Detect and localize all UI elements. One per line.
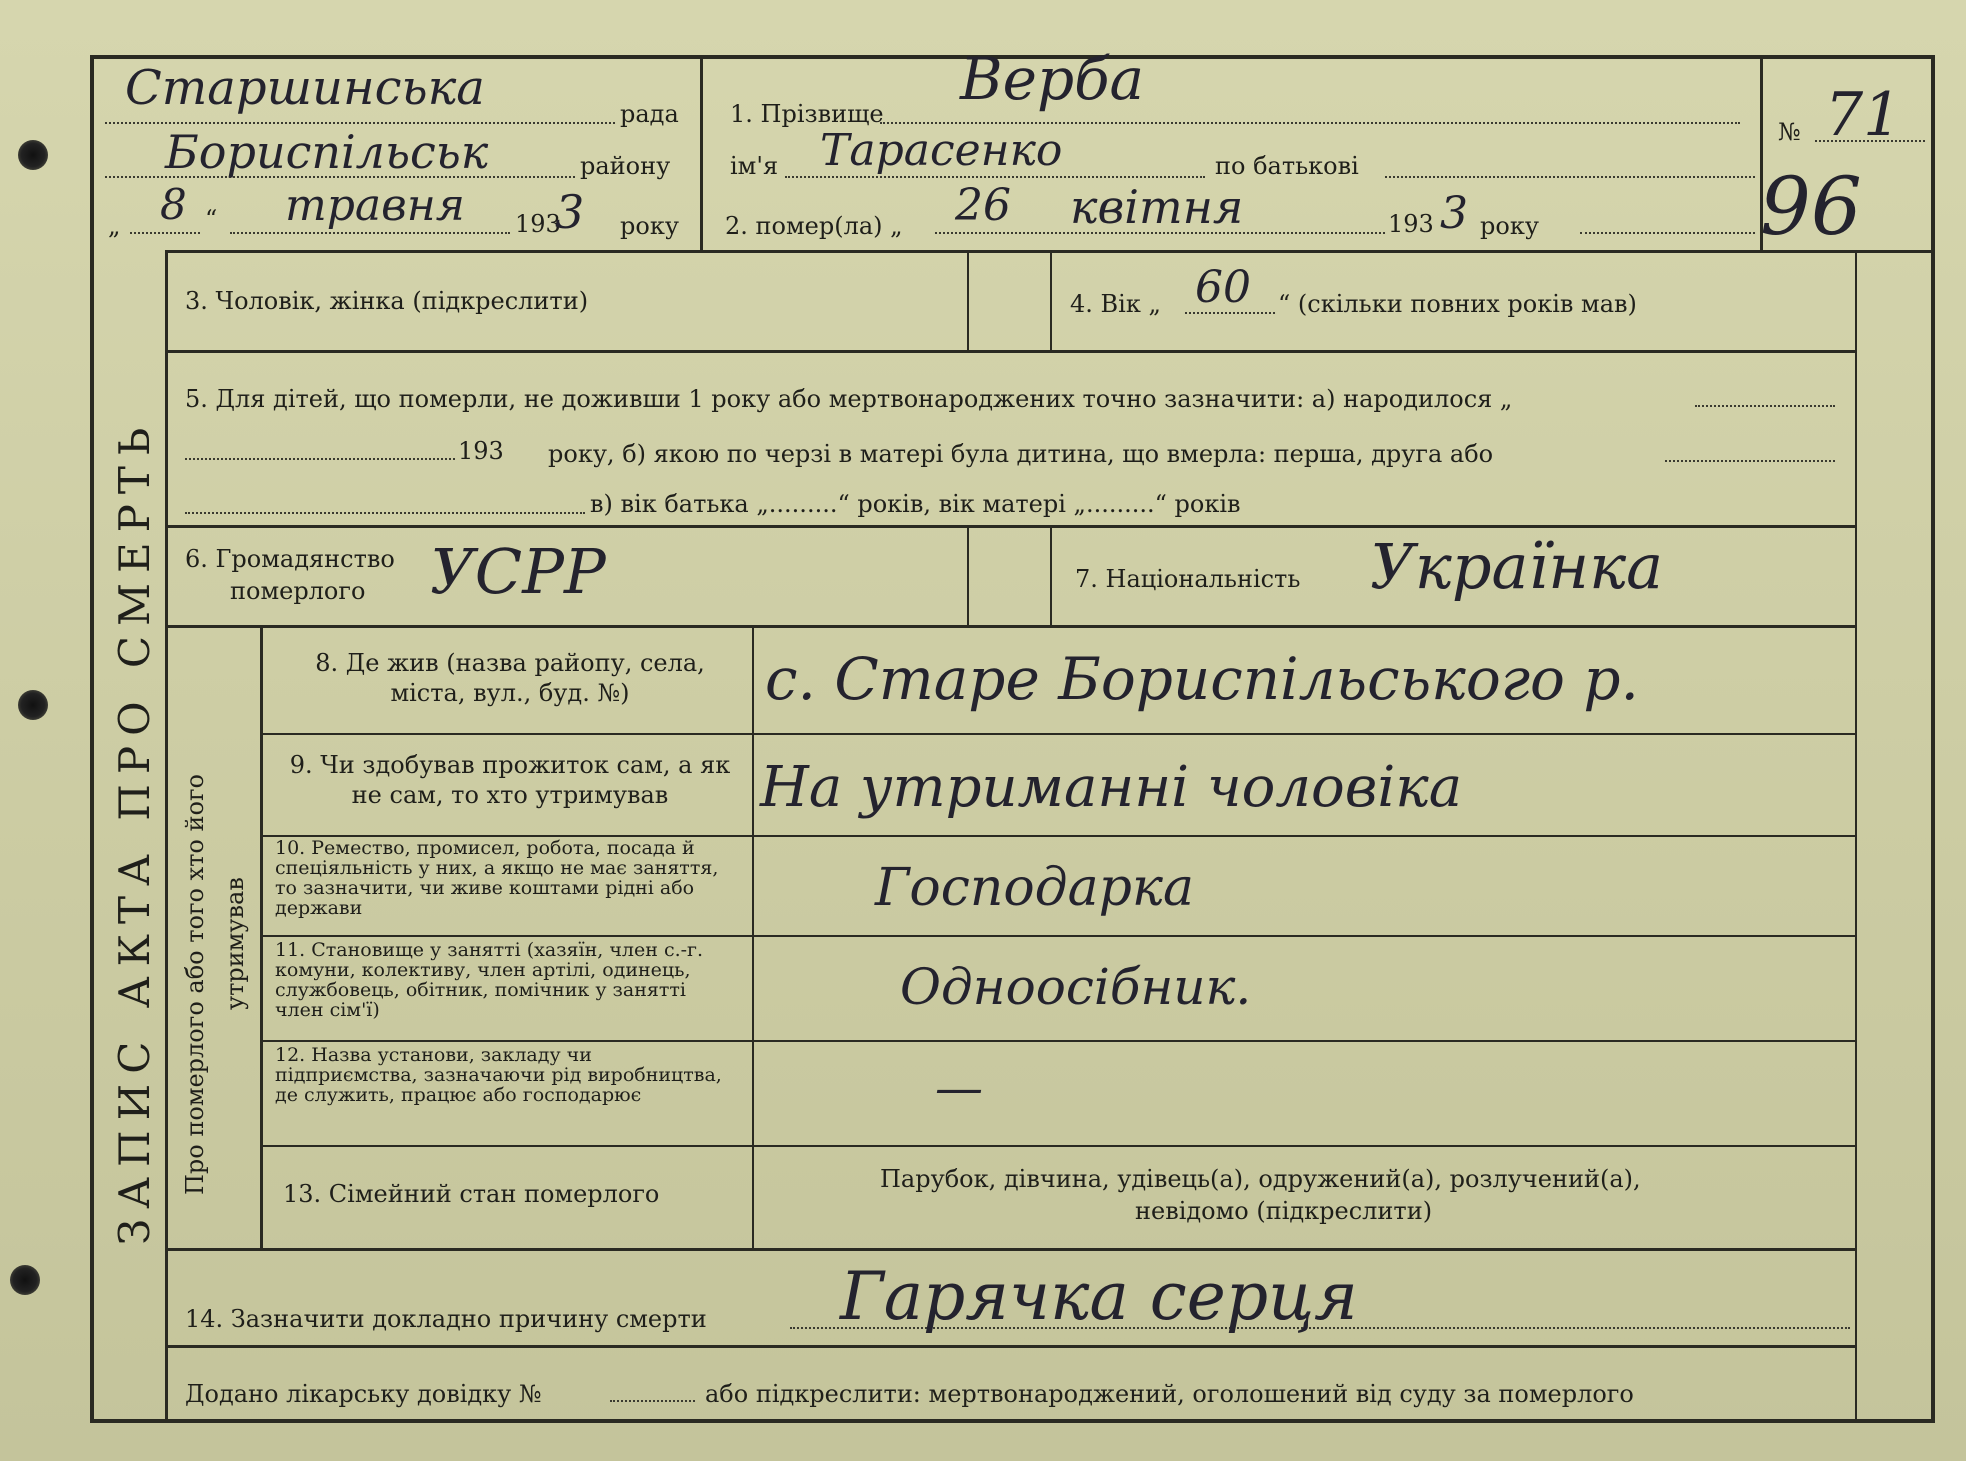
field-5-line-2: року, б) якою по черзі в матері була дитина, що вмерла: перша, друга або: [548, 440, 1494, 468]
field-13-options-2: невідомо (підкреслити): [1135, 1197, 1433, 1225]
rule-row3-split: [1050, 250, 1052, 350]
name-label: ім'я: [730, 152, 779, 180]
handwritten-cause: Гарячка серця: [840, 1258, 1358, 1335]
field-3-label: 3. Чоловік, жінка (підкреслити): [185, 287, 589, 315]
handwritten-support: На утриманні чоловіка: [760, 755, 1463, 820]
raion-label: району: [580, 152, 671, 180]
death-year-prefix: 193: [1388, 210, 1434, 238]
handwritten-record-number: 71: [1825, 80, 1902, 150]
rule-row6-split: [967, 525, 969, 625]
reg-year-prefix: 193: [515, 210, 561, 238]
field-6-label-a: 6. Громадянство: [185, 545, 395, 573]
record-number-label: №: [1778, 118, 1801, 146]
rule-row3-split: [967, 250, 969, 350]
rule-right-margin: [1855, 250, 1857, 1423]
handwritten-occupation: Господарка: [875, 858, 1194, 918]
reg-year-suffix: року: [620, 212, 679, 240]
field-5-line-3: в) вік батька „.........“ років, вік матері „.........“ років: [590, 490, 1241, 518]
handwritten-rada: Старшинська: [125, 60, 485, 116]
field-5-line-1: 5. Для дітей, що померли, не доживши 1 року або мертвонароджених точно зазначити: а) народилося „: [185, 385, 1513, 413]
rule-left-column: [165, 250, 168, 1423]
handwritten-reg-day: 8: [160, 180, 187, 229]
field-5-line-2-year: 193: [458, 437, 504, 465]
rule-row13: [165, 1248, 1855, 1251]
field-13-label: 13. Сімейний стан померлого: [283, 1180, 660, 1208]
rule-row12: [260, 1145, 1855, 1147]
field-4-label-a: 4. Вік „: [1070, 290, 1161, 318]
rule-row5: [165, 525, 1855, 528]
rule-row6: [165, 625, 1855, 628]
punch-hole: [10, 1265, 40, 1295]
side-subtitle-1: Про померлого або того хто його: [181, 774, 209, 1195]
handwritten-surname: Верба: [960, 45, 1145, 113]
handwritten-age: 60: [1195, 262, 1251, 313]
death-year-suffix: року: [1480, 212, 1539, 240]
field-13-options-1: Парубок, дівчина, удівець(а), одружений(а), розлучений(а),: [880, 1165, 1641, 1193]
surname-label: 1. Прізвище: [730, 100, 884, 128]
field-8-label: 8. Де жив (назва райопу, села, міста, вул., буд. №): [315, 649, 705, 707]
rule-row10: [260, 935, 1855, 937]
form-frame: [90, 55, 1935, 1423]
rule-header-split: [700, 55, 703, 250]
field-14-label: 14. Зазначити докладно причину смерти: [185, 1305, 707, 1333]
patronymic-label: по батькові: [1215, 152, 1359, 180]
rule-sub-column: [260, 625, 263, 1248]
handwritten-citizenship: УСРР: [430, 535, 606, 608]
rule-row6-split: [1050, 525, 1052, 625]
handwritten-status: Одноосібник.: [900, 958, 1252, 1016]
field-4-label-b: “ (скільки повних років мав): [1278, 290, 1637, 318]
date-close-quote: “: [205, 205, 218, 233]
field-12-label: 12. Назва установи, закладу чи підприємства, зазначаючи рід виробництва, де служить, працює або господарює: [275, 1044, 722, 1106]
handwritten-given-name: Тарасенко: [820, 125, 1063, 176]
field-6-label-b: померлого: [230, 577, 366, 605]
rule-row3: [165, 350, 1855, 353]
field-7-label: 7. Національність: [1075, 565, 1301, 593]
field-10-label: 10. Ремество, промисел, робота, посада й спеціяльність у них, а якщо не має заняття, то зазначити, чи живе коштами рідні або держави: [275, 837, 719, 919]
handwritten-record-number-2: 96: [1760, 160, 1862, 253]
rule-row8: [260, 733, 1855, 735]
handwritten-institution: —: [935, 1060, 983, 1116]
rada-label: рада: [620, 100, 679, 128]
handwritten-death-year: 3: [1440, 188, 1468, 239]
rule-row11: [260, 1040, 1855, 1042]
handwritten-residence: с. Старе Бориспільського р.: [765, 645, 1639, 713]
side-subtitle-2: утримував: [221, 877, 249, 1010]
handwritten-death-month: квітня: [1070, 180, 1244, 234]
footer-label-b: або підкреслити: мертвонароджений, оголошений від суду за померлого: [705, 1380, 1634, 1408]
field-11-label: 11. Становище у занятті (хазяїн, член с.-г. комуни, колективу, член артілі, одинець, службовець, обітник, помічник у занятті член сім'ї): [275, 939, 704, 1021]
rule-answer-column: [752, 625, 754, 1248]
handwritten-nationality: Українка: [1370, 530, 1664, 603]
rule-row14: [165, 1345, 1855, 1348]
handwritten-reg-month: травня: [285, 180, 465, 231]
died-label: 2. помер(ла) „: [725, 212, 903, 240]
footer-label-a: Додано лікарську довідку №: [185, 1380, 542, 1408]
handwritten-raion: Бориспільськ: [165, 125, 489, 179]
date-open-quote: „: [108, 212, 121, 240]
side-title: ЗАПИС АКТА ПРО СМЕРТЬ: [110, 417, 159, 1245]
handwritten-death-day: 26: [955, 180, 1011, 231]
punch-hole: [18, 690, 48, 720]
handwritten-reg-year: 3: [555, 185, 585, 239]
field-9-label: 9. Чи здобував прожиток сам, а як не сам, то хто утримував: [289, 751, 731, 809]
punch-hole: [18, 140, 48, 170]
